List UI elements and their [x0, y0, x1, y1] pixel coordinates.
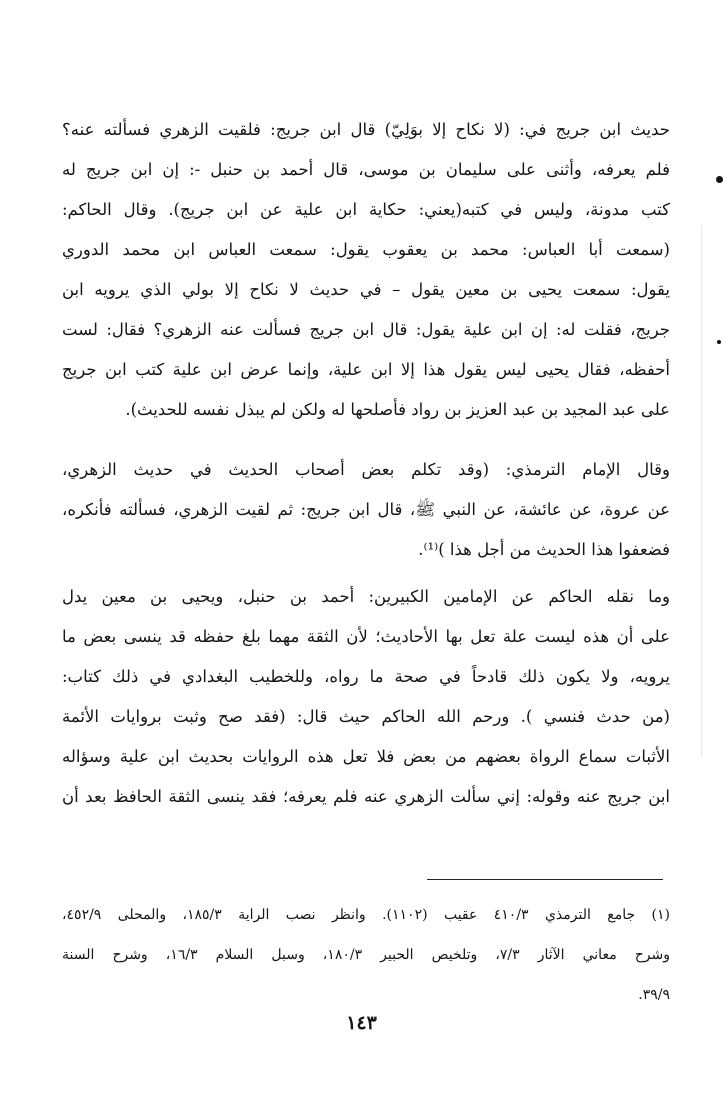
text-line: يقول: سمعت يحيى بن معين يقول – في حديث لا نكاح إلا بولي الذي يرويه ابن [62, 280, 670, 299]
paragraph-2 [62, 450, 670, 570]
paragraph-3 [62, 577, 670, 817]
text-line: على أن هذه ليست علة تعل بها الأحاديث؛ لأن الثقة مهما بلغ حفظه قد ينسى بعض ما [62, 627, 670, 646]
text-line: حديث ابن جريج في: (لا نكاح إلا بوَلِيّ) قال ابن جريج: فلقيت الزهري فسألته عنه؟ [62, 120, 670, 139]
page-number: ١٤٣ [346, 1012, 377, 1034]
footnote-line: ٣٩/٩. [638, 987, 670, 1003]
footnote-line: (١) جامع الترمذي ٤١٠/٣ عقيب (١١٠٢). وانظر نصب الراية ١٨٥/٣، والمحلى ٤٥٢/٩، [62, 907, 670, 923]
footnote-line: وشرح معاني الآثار ٧/٣، وتلخيص الحبير ١٨٠/٣، وسبل السلام ١٦/٣، وشرح السنة [62, 947, 670, 963]
text-line: على عبد المجيد بن عبد العزيز بن رواد فأصلحها له ولكن لم يبذل نفسه للحديث). [125, 400, 670, 419]
text-line: وقال الإمام الترمذي: (وقد تكلم بعض أصحاب الحديث في حديث الزهري، [62, 460, 670, 479]
text-line: جريج، فقلت له: إن ابن علية يقول: قال ابن جريج فسألت عنه الزهري؟ فقال: لست [62, 320, 670, 339]
footnotes [62, 895, 670, 1015]
text-line: أحفظه، فقال يحيى ليس يقول هذا إلا ابن علية، وإنما عرض ابن علية كتب ابن جريج [62, 360, 670, 379]
margin-dot [717, 340, 721, 344]
text-line: كتب مدونة، وليس في كتبه(يعني: حكاية ابن علية عن ابن جريج). وقال الحاكم: [62, 200, 670, 219]
margin-dot [716, 176, 723, 183]
text-line: فلم يعرفه، وأثنى على سليمان بن موسى، قال أحمد بن حنبل -: إن ابن جريج له [62, 160, 670, 179]
footnote-separator [427, 879, 663, 880]
text-line: الأثبات سماع الرواة بعضهم من بعض فلا تعل هذه الروايات بحديث ابن علية وسؤاله [62, 747, 670, 766]
text-line: فضعفوا هذا الحديث من أجل هذا )⁽¹⁾. [418, 540, 670, 559]
text-line: (سمعت أبا العباس: محمد بن يعقوب يقول: سمعت العباس ابن محمد الدوري [62, 240, 670, 259]
text-line: (من حدث فنسي ). ورحم الله الحاكم حيث قال: (فقد صح وثبت بروايات الأئمة [62, 707, 670, 726]
paragraph-1 [62, 110, 670, 430]
text-line: وما نقله الحاكم عن الإمامين الكبيرين: أحمد بن حنبل، ويحيى بن معين يدل [62, 587, 670, 606]
text-line: ابن جريج عنه وقوله: إني سألت الزهري عنه فلم يعرفه؛ فقد ينسى الثقة الحافظ بعد أن [62, 787, 670, 806]
text-line: عن عروة، عن عائشة، عن النبي ﷺ، قال ابن جريج: ثم لقيت الزهري، فسألته فأنكره، [62, 500, 670, 519]
text-line: يرويه، ولا يكون ذلك قادحاً في صحة ما رواه، وللخطيب البغدادي في ذلك كتاب: [62, 667, 670, 686]
scan-edge-shadow [701, 225, 702, 755]
